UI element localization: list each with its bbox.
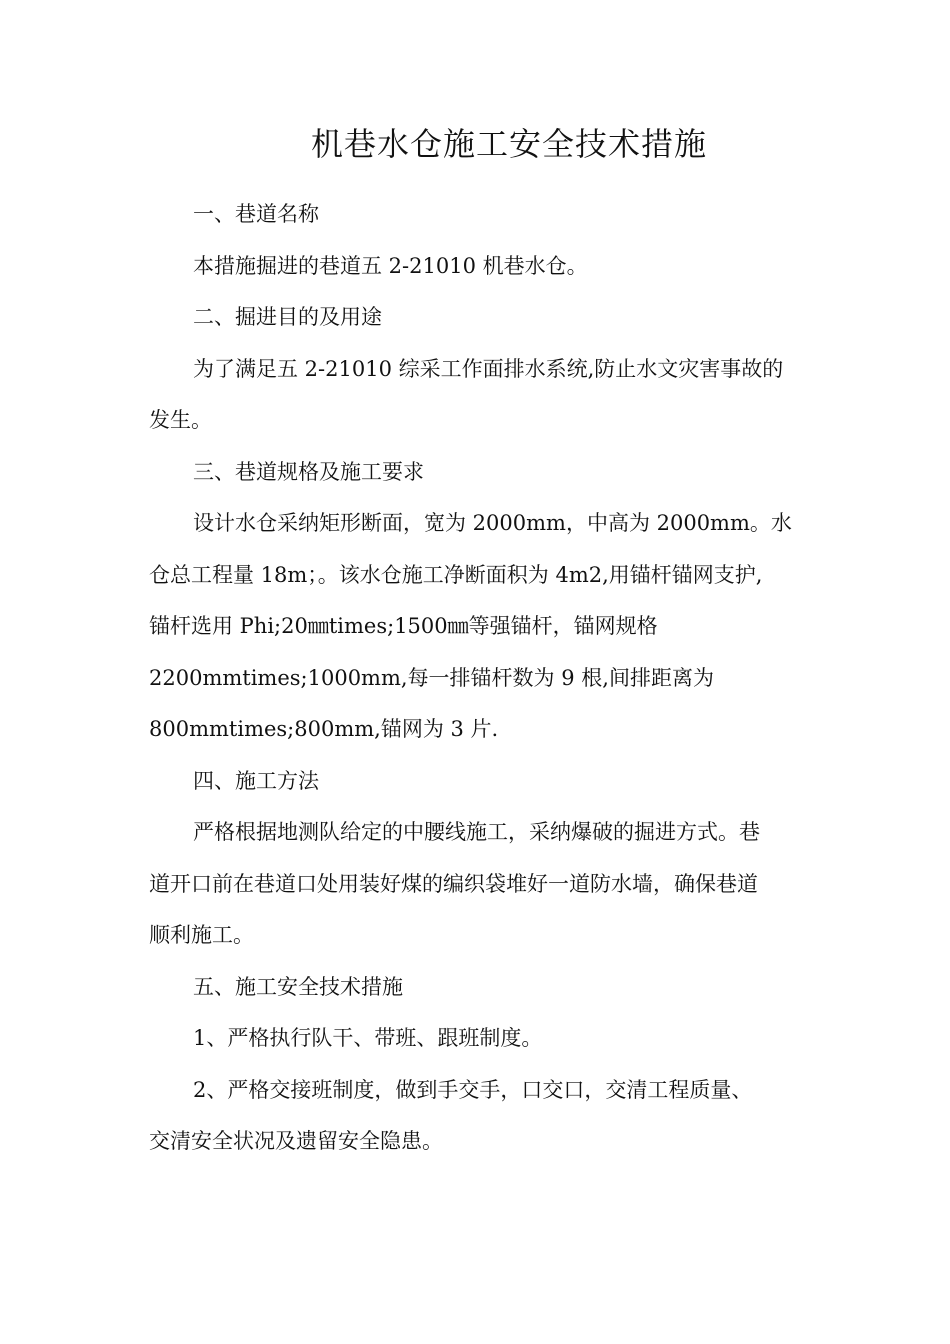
- section-heading-4: 四、施工方法: [193, 769, 319, 793]
- list-item: 1、严格执行队干、带班、跟班制度。: [193, 1026, 543, 1050]
- paragraph-line: 道开口前在巷道口处用装好煤的编织袋堆好一道防水墙，确保巷道: [149, 872, 758, 896]
- paragraph-line: 为了满足五 2-21010 综采工作面排水系统,防止水文灾害事故的: [193, 357, 784, 381]
- paragraph-line: 锚杆选用 Phi;20㎜times;1500㎜等强锚杆，锚网规格: [149, 614, 658, 638]
- document-title: 机巷水仓施工安全技术措施: [310, 125, 707, 163]
- paragraph-line: 发生。: [149, 408, 212, 432]
- paragraph-line: 交清安全状况及遗留安全隐患。: [149, 1129, 443, 1153]
- paragraph-line: 2200mmtimes;1000mm,每一排锚杆数为 9 根,间排距离为: [149, 666, 714, 690]
- paragraph-line: 严格根据地测队给定的中腰线施工，采纳爆破的掘进方式。巷: [193, 820, 760, 844]
- section-heading-1: 一、巷道名称: [193, 202, 319, 226]
- section-heading-5: 五、施工安全技术措施: [193, 975, 403, 999]
- paragraph-line: 本措施掘进的巷道五 2-21010 机巷水仓。: [193, 254, 588, 278]
- paragraph-line: 800mmtimes;800mm,锚网为 3 片.: [149, 717, 499, 741]
- list-item: 2、严格交接班制度，做到手交手，口交口，交清工程质量、: [193, 1078, 753, 1102]
- paragraph-line: 仓总工程量 18m；。该水仓施工净断面积为 4m2,用锚杆锚网支护,: [149, 563, 763, 587]
- paragraph-line: 顺利施工。: [149, 923, 254, 947]
- paragraph-line: 设计水仓采纳矩形断面，宽为 2000mm，中高为 2000mm。水: [193, 511, 792, 535]
- section-heading-2: 二、掘进目的及用途: [193, 305, 382, 329]
- section-heading-3: 三、巷道规格及施工要求: [193, 460, 424, 484]
